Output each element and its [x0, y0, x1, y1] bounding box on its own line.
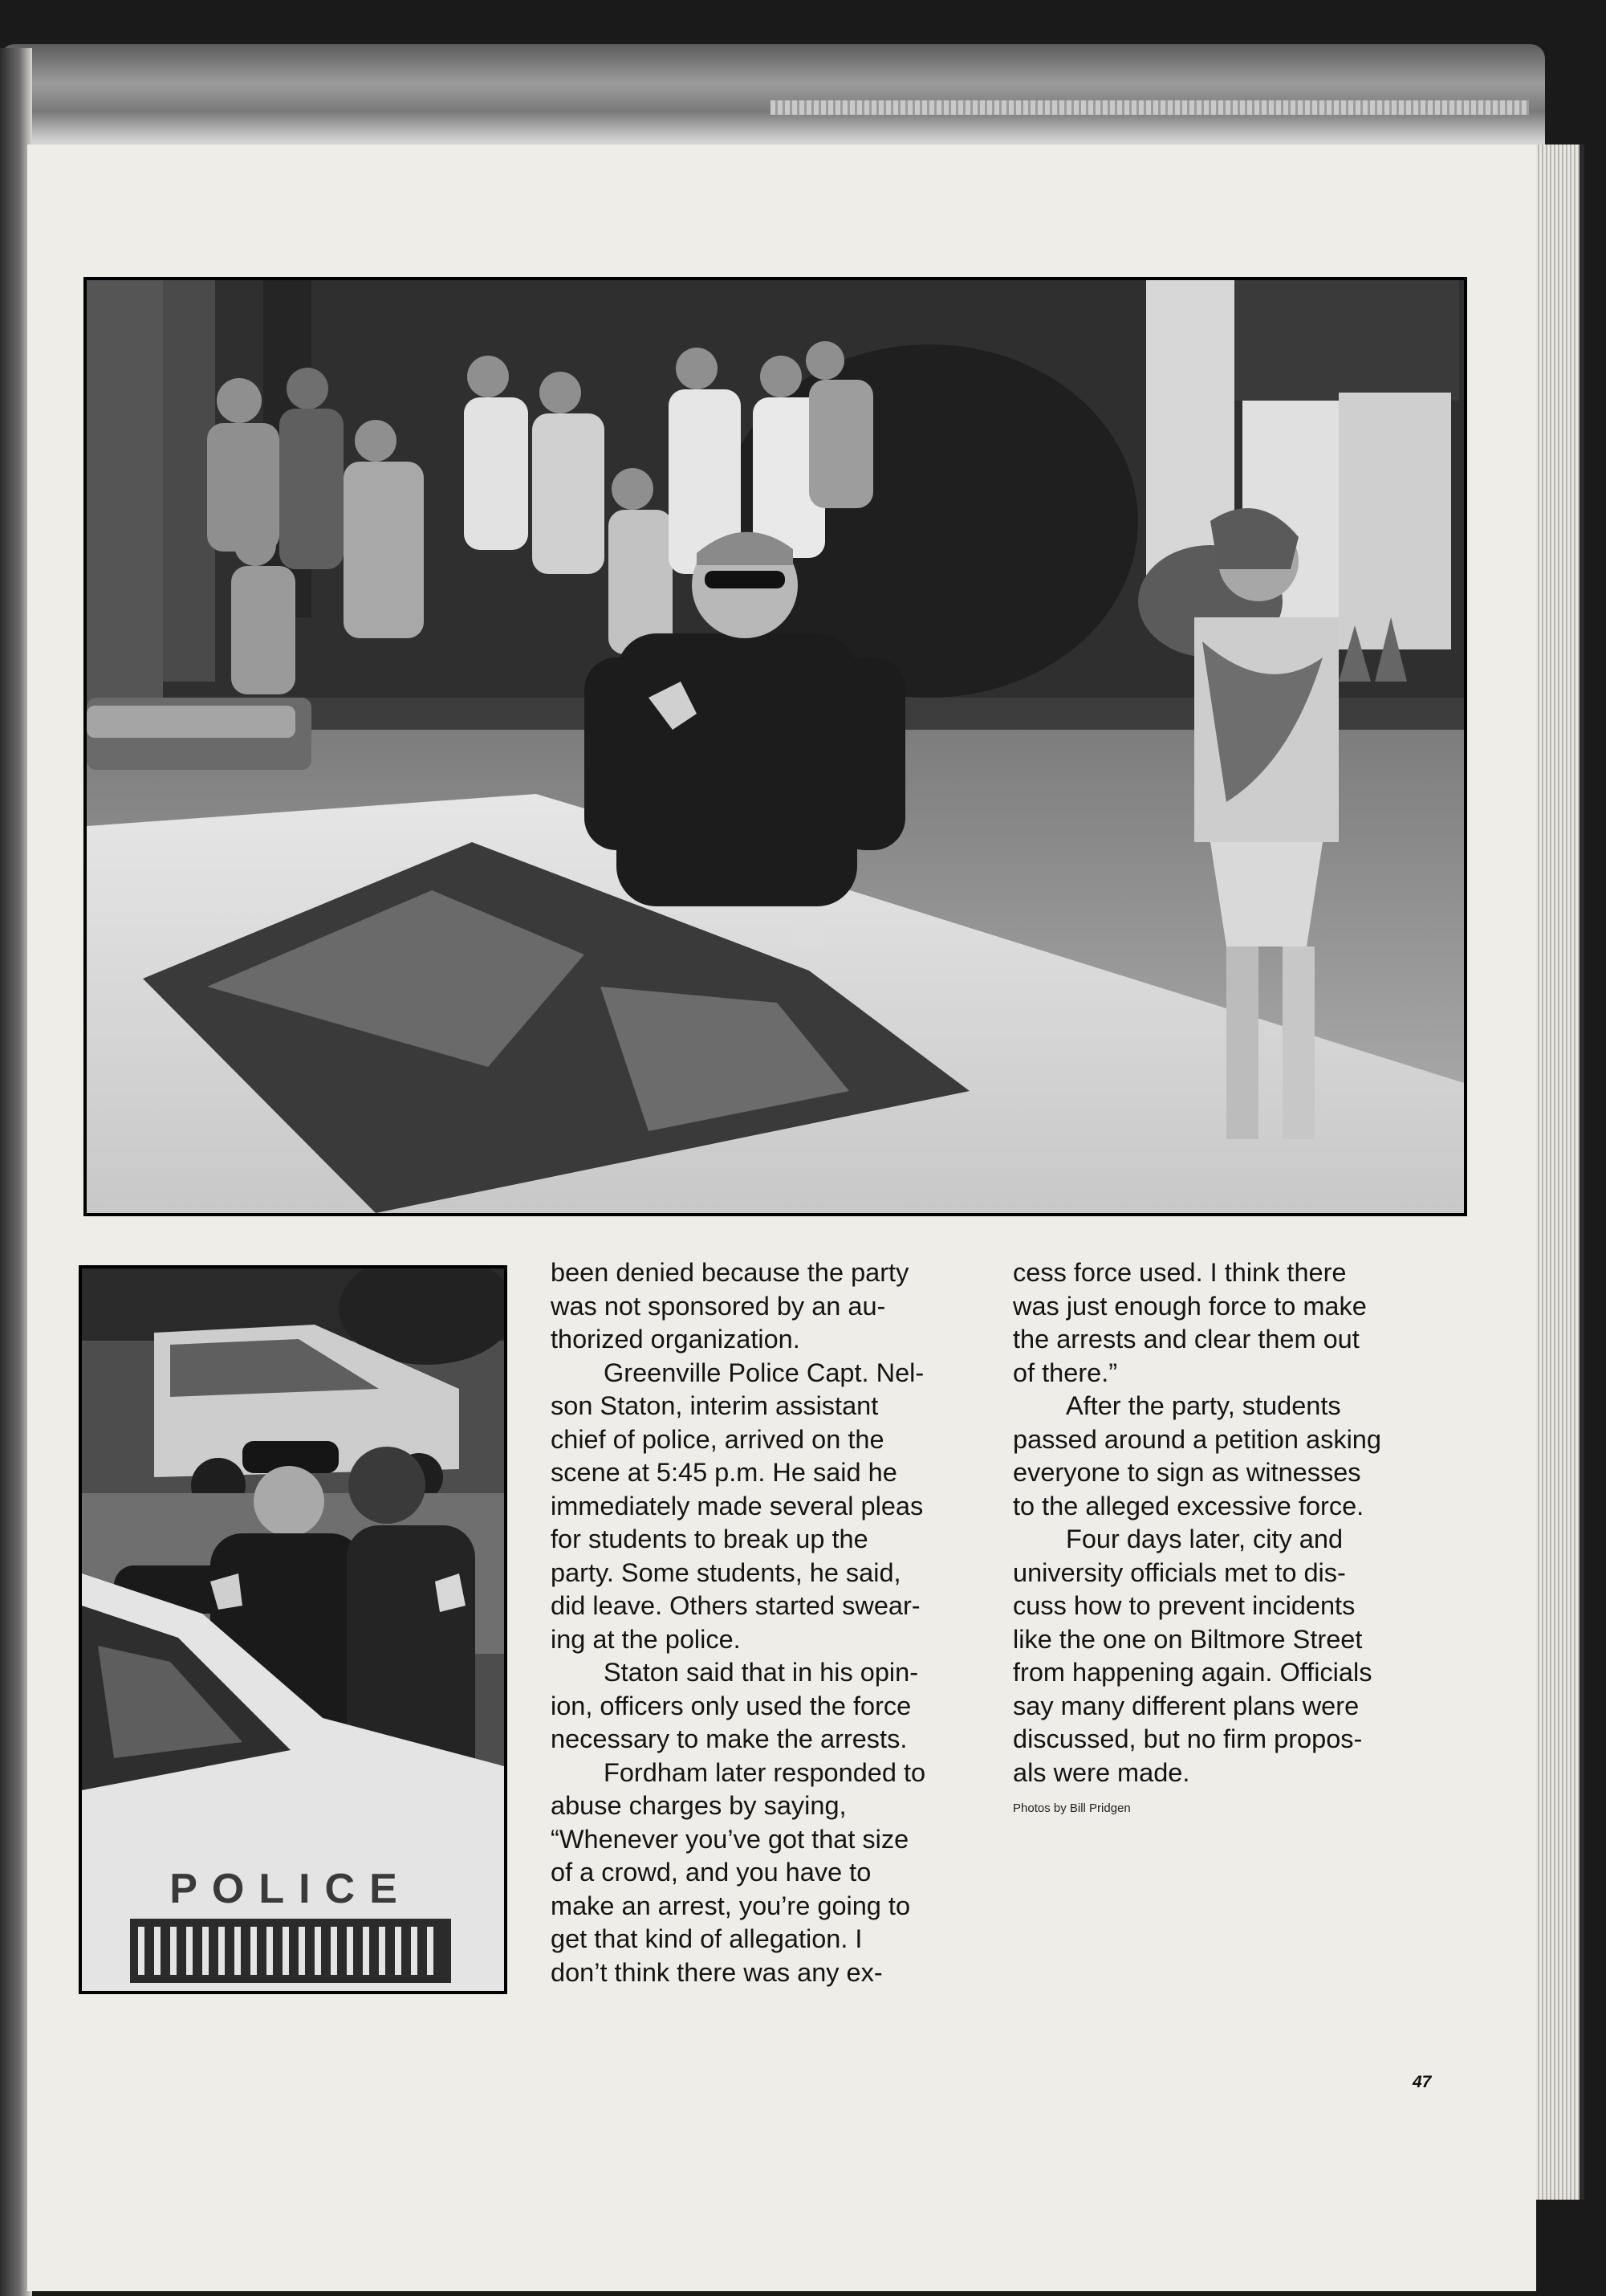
p3-line-3: necessary to make the arrests.: [551, 1724, 908, 1753]
p4-line-7: don’t think there was any ex-: [551, 1957, 883, 1987]
p1-line-1: been denied because the party: [551, 1258, 909, 1287]
paragraph-6: [1013, 1390, 1462, 1523]
article-column-2: [1013, 1256, 1462, 1817]
p4-line-6: get that kind of allegation. I: [551, 1924, 863, 1953]
p7-line-7: discussed, but no firm propos-: [1013, 1724, 1363, 1753]
page-number: 47: [1413, 2073, 1432, 2091]
p3-line-1: Staton said that in his opin-: [604, 1658, 919, 1687]
p4-line-2: abuse charges by saying,: [551, 1791, 847, 1820]
p7-line-5: from happening again. Officials: [1013, 1658, 1372, 1687]
photo-officers-at-car-image: [82, 1268, 504, 1991]
p2-line-3: chief of police, arrived on the: [551, 1424, 884, 1454]
p4-line-3: “Whenever you’ve got that size: [551, 1824, 909, 1854]
p2-line-7: party. Some students, he said,: [551, 1557, 901, 1587]
p6-line-1: After the party, students: [1066, 1391, 1341, 1420]
p5-line-3: the arrests and clear them out: [1013, 1325, 1360, 1354]
paragraph-5: [1013, 1256, 1462, 1390]
photo-officer-and-crowd: [83, 277, 1467, 1216]
p5-line-4: of there.”: [1013, 1358, 1118, 1387]
p1-line-3: thorized organization.: [551, 1325, 800, 1354]
photo-officer-and-crowd-image: [87, 280, 1464, 1213]
paragraph-3: [551, 1656, 1000, 1757]
paragraph-1: [551, 1256, 1000, 1357]
photo-credit: Photos by Bill Pridgen: [1013, 1801, 1131, 1815]
p7-line-3: cuss how to prevent incidents: [1013, 1591, 1356, 1620]
p2-line-6: for students to break up the: [551, 1525, 868, 1553]
p7-line-2: university officials met to dis-: [1013, 1557, 1346, 1587]
article-column-1: [551, 1256, 1000, 1989]
p3-line-2: ion, officers only used the force: [551, 1691, 912, 1720]
p4-line-4: of a crowd, and you have to: [551, 1858, 872, 1887]
p6-line-4: to the alleged excessive force.: [1013, 1491, 1364, 1520]
p2-line-1: Greenville Police Capt. Nel-: [604, 1358, 925, 1387]
p2-line-8: did leave. Others started swear-: [551, 1591, 921, 1620]
p7-line-6: say many different plans were: [1013, 1691, 1360, 1720]
police-car-lettering: POLICE: [169, 1866, 412, 1912]
p5-line-2: was just enough force to make: [1013, 1291, 1367, 1321]
p7-line-1: Four days later, city and: [1066, 1525, 1344, 1553]
paragraph-7: [1013, 1523, 1462, 1789]
paragraph-2: [551, 1357, 1000, 1657]
p2-line-9: ing at the police.: [551, 1624, 741, 1654]
book-top-edge: [0, 44, 1545, 157]
p6-line-2: passed around a petition asking: [1013, 1424, 1381, 1454]
p6-line-3: everyone to sign as witnesses: [1013, 1458, 1361, 1487]
p1-line-2: was not sponsored by an au-: [551, 1291, 886, 1321]
paragraph-4: [551, 1757, 1000, 1990]
p2-line-4: scene at 5:45 p.m. He said he: [551, 1458, 897, 1487]
p2-line-5: immediately made several pleas: [551, 1491, 924, 1520]
p4-line-1: Fordham later responded to: [604, 1757, 926, 1787]
photo-officers-at-car: [79, 1265, 507, 1994]
p4-line-5: make an arrest, you’re going to: [551, 1891, 911, 1920]
yearbook-page: [27, 145, 1536, 2291]
p7-line-4: like the one on Biltmore Street: [1013, 1624, 1363, 1654]
p5-line-1: cess force used. I think there: [1013, 1258, 1347, 1287]
p7-line-8: als were made.: [1013, 1757, 1190, 1787]
p2-line-2: son Staton, interim assistant: [551, 1391, 879, 1420]
